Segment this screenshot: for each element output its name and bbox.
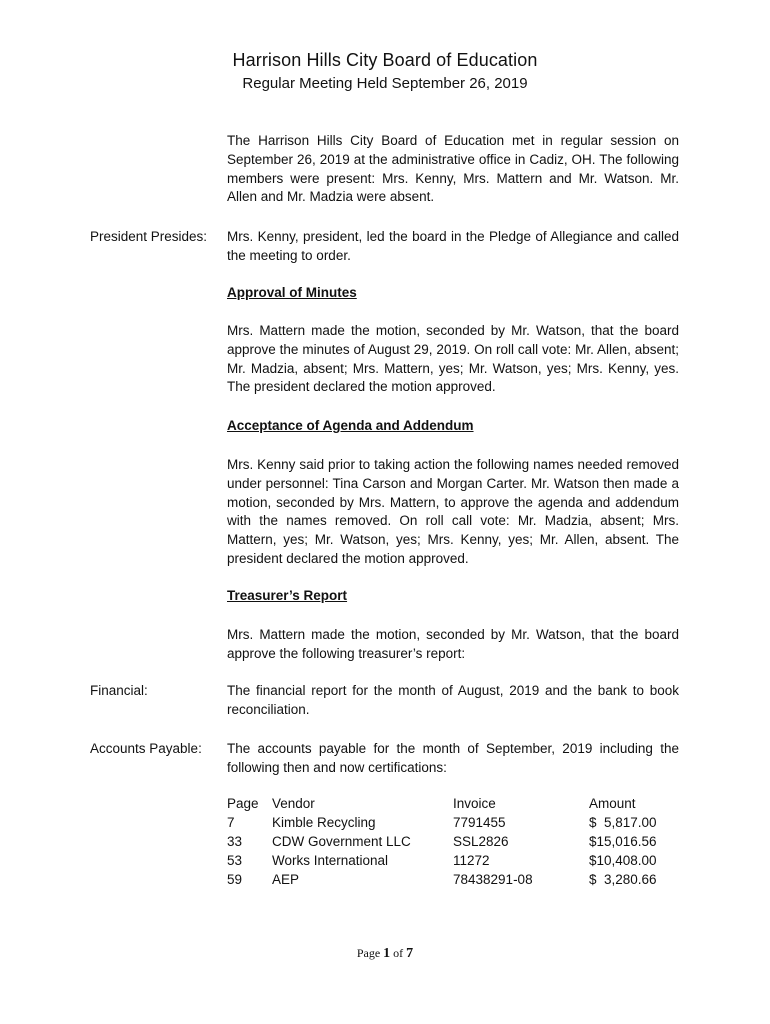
cell-amount: $10,408.00: [589, 853, 657, 868]
cell-vendor: Kimble Recycling: [272, 815, 376, 830]
cell-amount: $ 5,817.00: [589, 815, 657, 830]
financial-label: Financial:: [90, 683, 148, 698]
cell-invoice: 7791455: [453, 815, 506, 830]
cell-page: 53: [227, 853, 243, 868]
total-pages: 7: [406, 946, 414, 961]
agenda-heading: Acceptance of Agenda and Addendum: [227, 418, 474, 433]
column-header-invoice: Invoice: [453, 796, 496, 811]
cell-invoice: 11272: [453, 853, 490, 868]
cell-amount: $ 3,280.66: [589, 872, 657, 887]
page-number: 1: [383, 946, 391, 961]
accounts-payable-label: Accounts Payable:: [90, 741, 202, 756]
financial-text: The financial report for the month of August, 2019 and the bank to book reconciliation.: [227, 683, 679, 717]
cell-vendor: CDW Government LLC: [272, 834, 411, 849]
document-subtitle: Regular Meeting Held September 26, 2019: [242, 75, 528, 92]
approval-of-minutes-heading: Approval of Minutes: [227, 285, 357, 300]
treasurers-report-heading: Treasurer’s Report: [227, 588, 348, 603]
column-header-amount: Amount: [589, 796, 636, 811]
cell-vendor: AEP: [272, 872, 300, 887]
cell-invoice: 78438291-08: [453, 872, 533, 887]
cell-page: 7: [227, 815, 235, 830]
page-footer: [0, 946, 770, 962]
accounts-payable-text: The accounts payable for the month of September, 2019 including the following then and now certifications:: [227, 741, 679, 775]
cell-amount: $15,016.56: [589, 834, 657, 849]
president-presides-label: President Presides:: [90, 229, 208, 244]
treasurers-report-text: Mrs. Mattern made the motion, seconded by Mr. Watson, that the board approve the following treasurer’s report:: [227, 627, 679, 661]
approval-of-minutes-text: Mrs. Mattern made the motion, seconded by Mr. Watson, that the board approve the minutes of August 29, 2019. On roll call vote: Mr. Allen, absent; Mr. Madzia, absent; Mrs. Mattern, yes; Mr. Watson, yes; Mrs. Kenny, yes. The president declared the motion approved.: [227, 323, 679, 395]
cell-page: 33: [227, 834, 243, 849]
cell-page: 59: [227, 872, 243, 887]
page-word: Page: [356, 946, 381, 960]
column-header-page: Page: [227, 796, 259, 811]
cell-invoice: SSL2826: [453, 834, 509, 849]
cell-vendor: Works International: [272, 853, 389, 868]
of-word: of: [393, 946, 404, 960]
column-header-vendor: Vendor: [272, 796, 315, 811]
president-presides-text: Mrs. Kenny, president, led the board in the Pledge of Allegiance and called the meeting to order.: [227, 229, 679, 263]
document-title: Harrison Hills City Board of Education: [232, 50, 538, 70]
agenda-text: Mrs. Kenny said prior to taking action the following names needed removed under personnel: Tina Carson and Morgan Carter. Mr. Watson then made a motion, seconded by Mrs. Mattern, to approve the agenda and addendum with the names removed. On roll call vote: Mr. Madzia, absent; Mrs. Mattern, yes; Mr. Watson, yes; Mrs. Kenny, yes; Mr. Allen, absent. The president declared the motion approved.: [227, 457, 679, 566]
intro-paragraph: The Harrison Hills City Board of Education met in regular session on September 26, 2019 at the administrative office in Cadiz, OH. The following members were present: Mrs. Kenny, Mrs. Mattern and Mr. Watson. Mr. Allen and Mr. Madzia were absent.: [227, 133, 679, 205]
